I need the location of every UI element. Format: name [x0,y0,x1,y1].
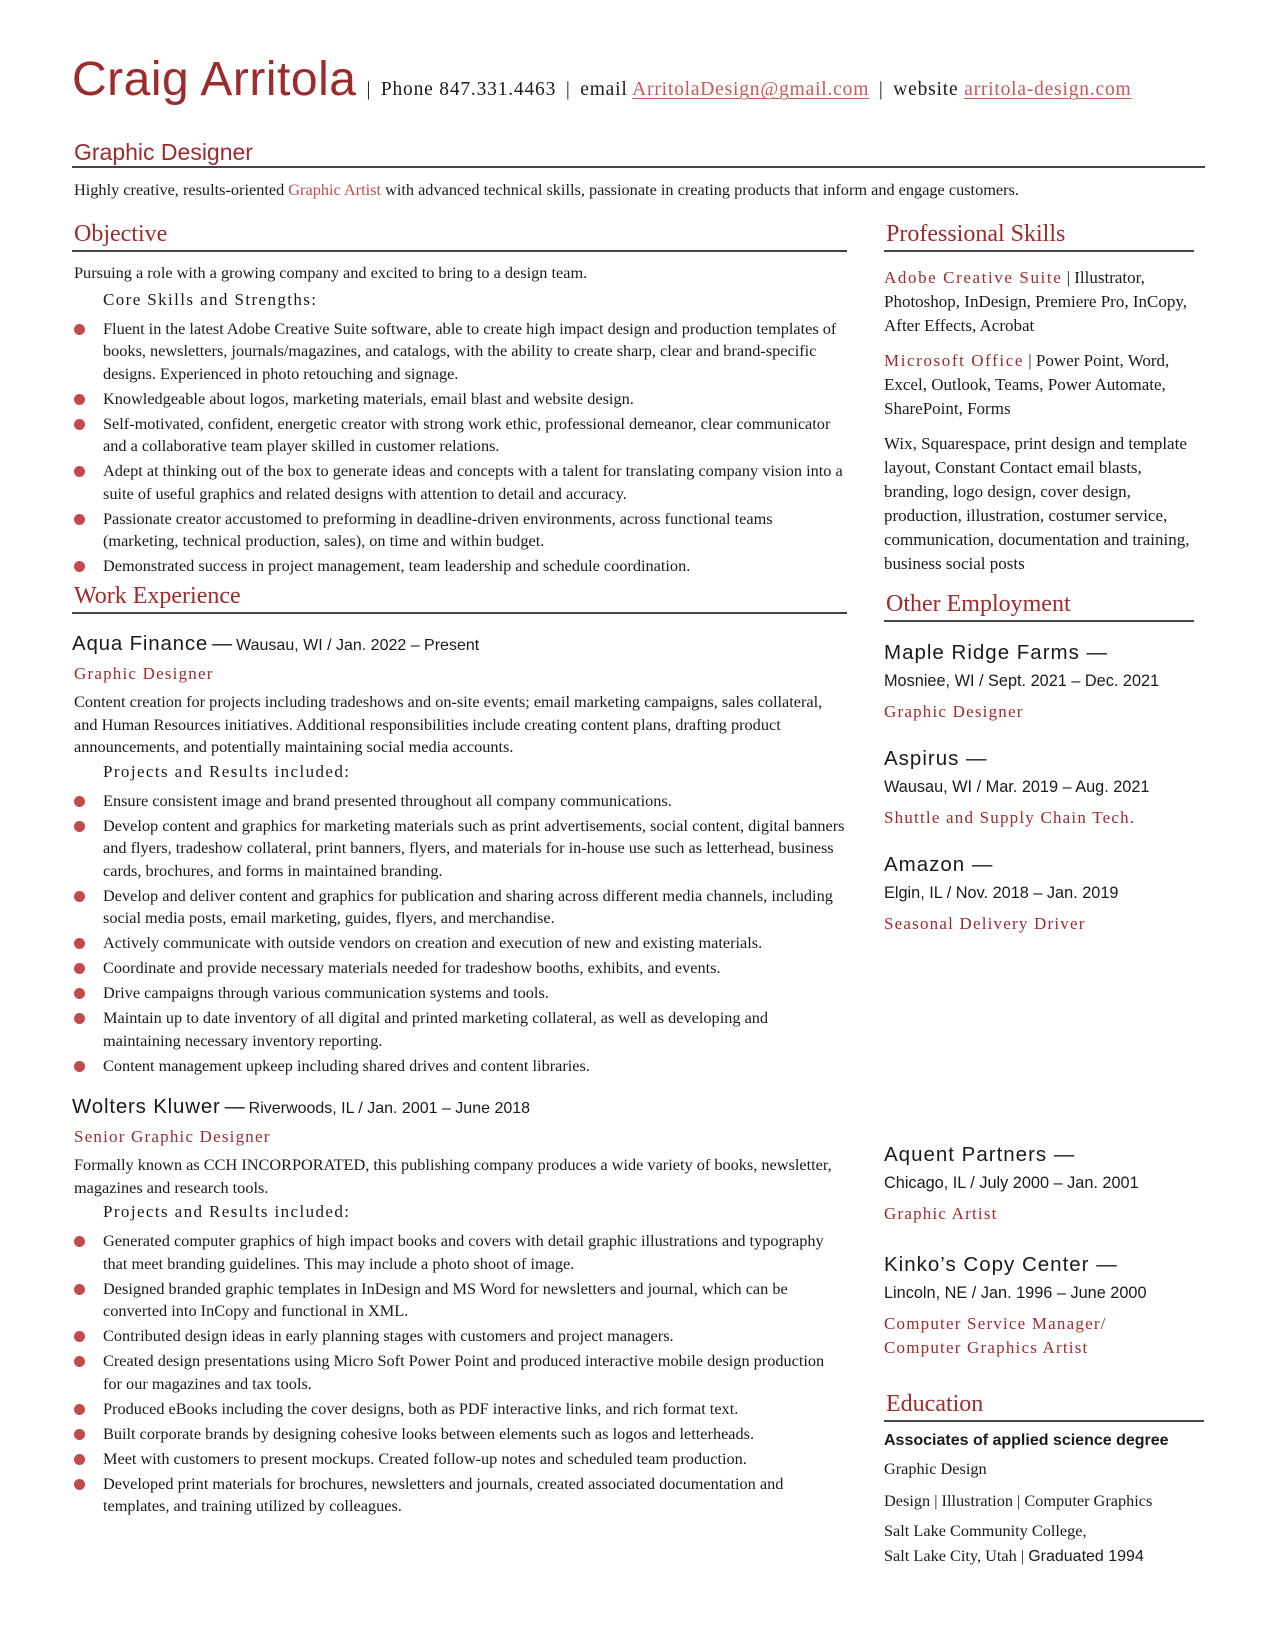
summary-text: with advanced technical skills, passionate in creating products that inform and engage customers. [381,180,1019,199]
bullet-icon [74,938,85,949]
list-item-text: Created design presentations using Micro Soft Power Point and produced interactive mobile design production for our magazines and tax tools. [103,1351,825,1393]
job-role: Senior Graphic Designer [74,1127,271,1146]
separator: | [366,79,372,100]
company-name: Amazon — [884,853,994,876]
summary-highlight: Graphic Artist [288,180,381,199]
job-location-dates: Wausau, WI / Mar. 2019 – Aug. 2021 [884,778,1150,796]
projects-subheading: Projects and Results included: [103,761,351,781]
graduation-year: Graduated 1994 [1028,1548,1144,1565]
skill-category: Adobe Creative Suite [884,268,1063,287]
bullet-icon [74,1479,85,1490]
section-heading-education: Education [884,1388,1204,1422]
phone-label: Phone [380,79,434,100]
job-header [72,1095,847,1119]
bullet-icon [74,394,85,405]
job-header [72,632,847,656]
work-entry [72,1095,847,1518]
list-item-text: Meet with customers to present mockups. Created follow-up notes and scheduled team production. [103,1448,747,1468]
bullet-icon [74,1454,85,1465]
bullet-icon [74,1404,85,1415]
other-employment-entry [884,852,1194,936]
degree-focus: Design | Illustration | Computer Graphics [884,1491,1153,1510]
bullet-icon [74,1013,85,1024]
school-location [884,1545,1204,1568]
company-name: Aquent Partners — [884,1143,1076,1166]
company-name: Aqua Finance [72,632,209,655]
core-skills-list [72,318,847,578]
objective-text: Pursuing a role with a growing company and excited to bring to a design team. [74,263,588,282]
email-label: email [580,79,628,100]
job-bullets [72,790,847,1078]
list-item-text: Demonstrated success in project management, team leadership and schedule coordination. [103,556,691,575]
em-dash: — [224,1096,245,1118]
candidate-name: Craig Arritola [72,53,357,106]
job-location-dates: Chicago, IL / July 2000 – Jan. 2001 [884,1174,1139,1192]
list-item [72,957,847,980]
list-item [72,1423,847,1446]
job-location-dates: Mosniee, WI / Sept. 2021 – Dec. 2021 [884,672,1160,690]
list-item-text: Content management upkeep including shared drives and content libraries. [103,1055,590,1075]
list-item-text: Develop and deliver content and graphics for publication and sharing across different media channels, including social media posts, email marketing, guides, flyers, and merchandise. [103,885,833,927]
job-location-dates: Elgin, IL / Nov. 2018 – Jan. 2019 [884,884,1119,902]
job-bullets [72,1230,847,1518]
resume-header [72,52,1131,107]
list-item [72,1230,847,1275]
skill-group [884,349,1194,421]
job-role: Graphic Designer [884,702,1024,721]
school-name: Salt Lake Community College, [884,1521,1087,1540]
job-title-block [72,138,1205,168]
list-item [72,318,847,386]
other-employment-entry [884,1252,1194,1360]
company-name: Wolters Kluwer [72,1095,221,1118]
bullet-icon [74,1331,85,1342]
list-item [72,413,847,458]
main-column [72,218,847,1520]
list-item-text: Maintain up to date inventory of all digital and printed marketing collateral, as well as developing and maintaining necessary inventory reporting. [103,1008,769,1050]
list-item [72,1448,847,1471]
bullet-icon [74,561,85,572]
list-item [72,555,847,578]
section-heading-objective: Objective [72,218,847,252]
list-item-text: Developed print materials for brochures, newsletters and journals, created associated documentation and templates, and training utilized by colleagues. [103,1473,784,1515]
job-location-dates: Lincoln, NE / Jan. 1996 – June 2000 [884,1284,1147,1302]
phone-number: 847.331.4463 [439,79,557,100]
job-location-dates: Riverwoods, IL / Jan. 2001 – June 2018 [248,1100,531,1117]
list-item-text: Produced eBooks including the cover designs, both as PDF interactive links, and rich format text. [103,1398,739,1418]
separator: | [878,79,884,100]
bullet-icon [74,1236,85,1247]
job-role: Graphic Designer [74,664,214,683]
job-role: Shuttle and Supply Chain Tech. [884,808,1136,827]
em-dash: — [212,633,233,655]
bullet-icon [74,1429,85,1440]
company-name: Aspirus — [884,747,988,770]
education-section [884,1388,1204,1568]
section-heading-work-experience: Work Experience [72,580,847,614]
list-item [72,1473,847,1518]
list-item [72,1350,847,1395]
bullet-icon [74,1284,85,1295]
skill-items: Illustrator, Photoshop, InDesign, Premiere Pro, InCopy, After Effects, Acrobat [884,268,1187,335]
email-link[interactable]: ArritolaDesign@gmail.com [632,79,870,100]
skill-group [884,432,1194,576]
list-item [72,460,847,505]
list-item [72,388,847,411]
summary-text: Highly creative, results-oriented [74,180,289,199]
section-heading-other-employment: Other Employment [884,588,1194,622]
list-item [72,1007,847,1052]
list-item-text: Drive campaigns through various communication systems and tools. [103,983,549,1002]
contact-line [362,79,1131,101]
bullet-icon [74,821,85,832]
separator: | [1024,351,1036,370]
company-name: Maple Ridge Farms — [884,641,1109,664]
bullet-icon [74,1356,85,1367]
list-item-text: Built corporate brands by designing cohesive looks between elements such as logos and letterheads. [103,1423,755,1443]
list-item-text: Generated computer graphics of high impact books and covers with detail graphic illustrations and typography that meet branding guidelines. This may include a photo shoot of image. [103,1231,824,1273]
other-employment-entry [884,746,1194,830]
list-item [72,982,847,1005]
degree: Associates of applied science degree [884,1432,1169,1449]
list-item [72,932,847,955]
degree-field: Graphic Design [884,1459,987,1478]
list-item-text: Develop content and graphics for marketing materials such as print advertisements, social content, digital banners and flyers, tradeshow collateral, print banners, flyers, and materials for in-house use such as letterhead, business cards, brochures, and forms in maintained branding. [103,815,845,880]
list-item [72,1325,847,1348]
bullet-icon [74,1061,85,1072]
website-link[interactable]: arritola-design.com [964,79,1132,100]
skill-items: Wix, Squarespace, print design and template layout, Constant Contact email blasts, branding, logo design, cover design, production, illustration, costumer service, communication, documentation and training, business social posts [884,434,1190,573]
list-item-text: Knowledgeable about logos, marketing materials, email blast and website design. [103,388,634,408]
list-item-text: Self-motivated, confident, energetic creator with strong work ethic, professional demeanor, clear communicator and a collaborative team player skilled in customer relations. [103,413,831,455]
school-city: Salt Lake City, Utah [884,1546,1017,1565]
projects-subheading: Projects and Results included: [103,1202,351,1221]
job-role: Graphic Artist [884,1204,998,1223]
job-description: Formally known as CCH INCORPORATED, this publishing company produces a wide variety of books, newsletter, magazines and research tools. [74,1155,832,1197]
bullet-icon [74,419,85,430]
bullet-icon [74,963,85,974]
core-skills-subheading: Core Skills and Strengths: [103,289,318,309]
skill-group [884,266,1194,338]
job-description: Content creation for projects including tradeshows and on-site events; email marketing campaigns, sales collateral, and Human Resources initiatives. Additional responsibilities include creating content plans, drafting product announcements, and potentially maintaining social media accounts. [74,692,823,756]
list-item [72,1278,847,1323]
separator: | [1016,1546,1029,1565]
list-item-text: Ensure consistent image and brand presented throughout all company communications. [103,790,672,810]
list-item-text: Fluent in the latest Adobe Creative Suite software, able to create high impact design and production templates of books, newsletters, journals/magazines, and catalogs, with the ability to create sharp, clear and brand-specific designs. Experienced in photo retouching and signage. [103,318,837,383]
list-item [72,885,847,930]
list-item [72,815,847,883]
bullet-icon [74,324,85,335]
job-role: Computer Service Manager/ Computer Graphics Artist [884,1314,1107,1357]
list-item [72,508,847,553]
skill-items: Power Point, Word, Excel, Outlook, Teams, Power Automate, SharePoint, Forms [884,351,1170,418]
skill-category: Microsoft Office [884,351,1025,370]
job-role: Seasonal Delivery Driver [884,914,1086,933]
list-item [72,790,847,813]
summary [74,180,1019,200]
list-item [72,1055,847,1078]
separator: | [565,79,571,100]
list-item-text: Adept at thinking out of the box to generate ideas and concepts with a talent for translating company vision into a suite of useful graphics and related designs with attention to detail and accuracy. [103,461,843,503]
list-item-text: Designed branded graphic templates in InDesign and MS Word for newsletters and journal, which can be converted into InCopy and functional in XML. [103,1278,788,1320]
work-entry [72,632,847,1077]
job-title: Graphic Designer [74,139,253,165]
website-label: website [893,79,959,100]
bullet-icon [74,796,85,807]
company-name: Kinko’s Copy Center — [884,1253,1118,1276]
other-employment-entry [884,640,1194,724]
other-employment-entry [884,1142,1194,1226]
sidebar-column [884,218,1194,1565]
bullet-icon [74,466,85,477]
section-heading-professional-skills: Professional Skills [884,218,1194,252]
list-item [72,1398,847,1421]
list-item-text: Passionate creator accustomed to preforming in deadline-driven environments, across functional teams (marketing, technical production, sales), on time and within budget. [103,508,773,550]
bullet-icon [74,988,85,999]
separator: | [1062,268,1075,287]
list-item-text: Contributed design ideas in early planning stages with customers and project managers. [103,1326,674,1345]
bullet-icon [74,514,85,525]
bullet-icon [74,891,85,902]
job-location-dates: Wausau, WI / Jan. 2022 – Present [236,637,480,654]
list-item-text: Actively communicate with outside vendors on creation and execution of new and existing materials. [103,933,763,952]
list-item-text: Coordinate and provide necessary materials needed for tradeshow booths, exhibits, and events. [103,958,721,977]
